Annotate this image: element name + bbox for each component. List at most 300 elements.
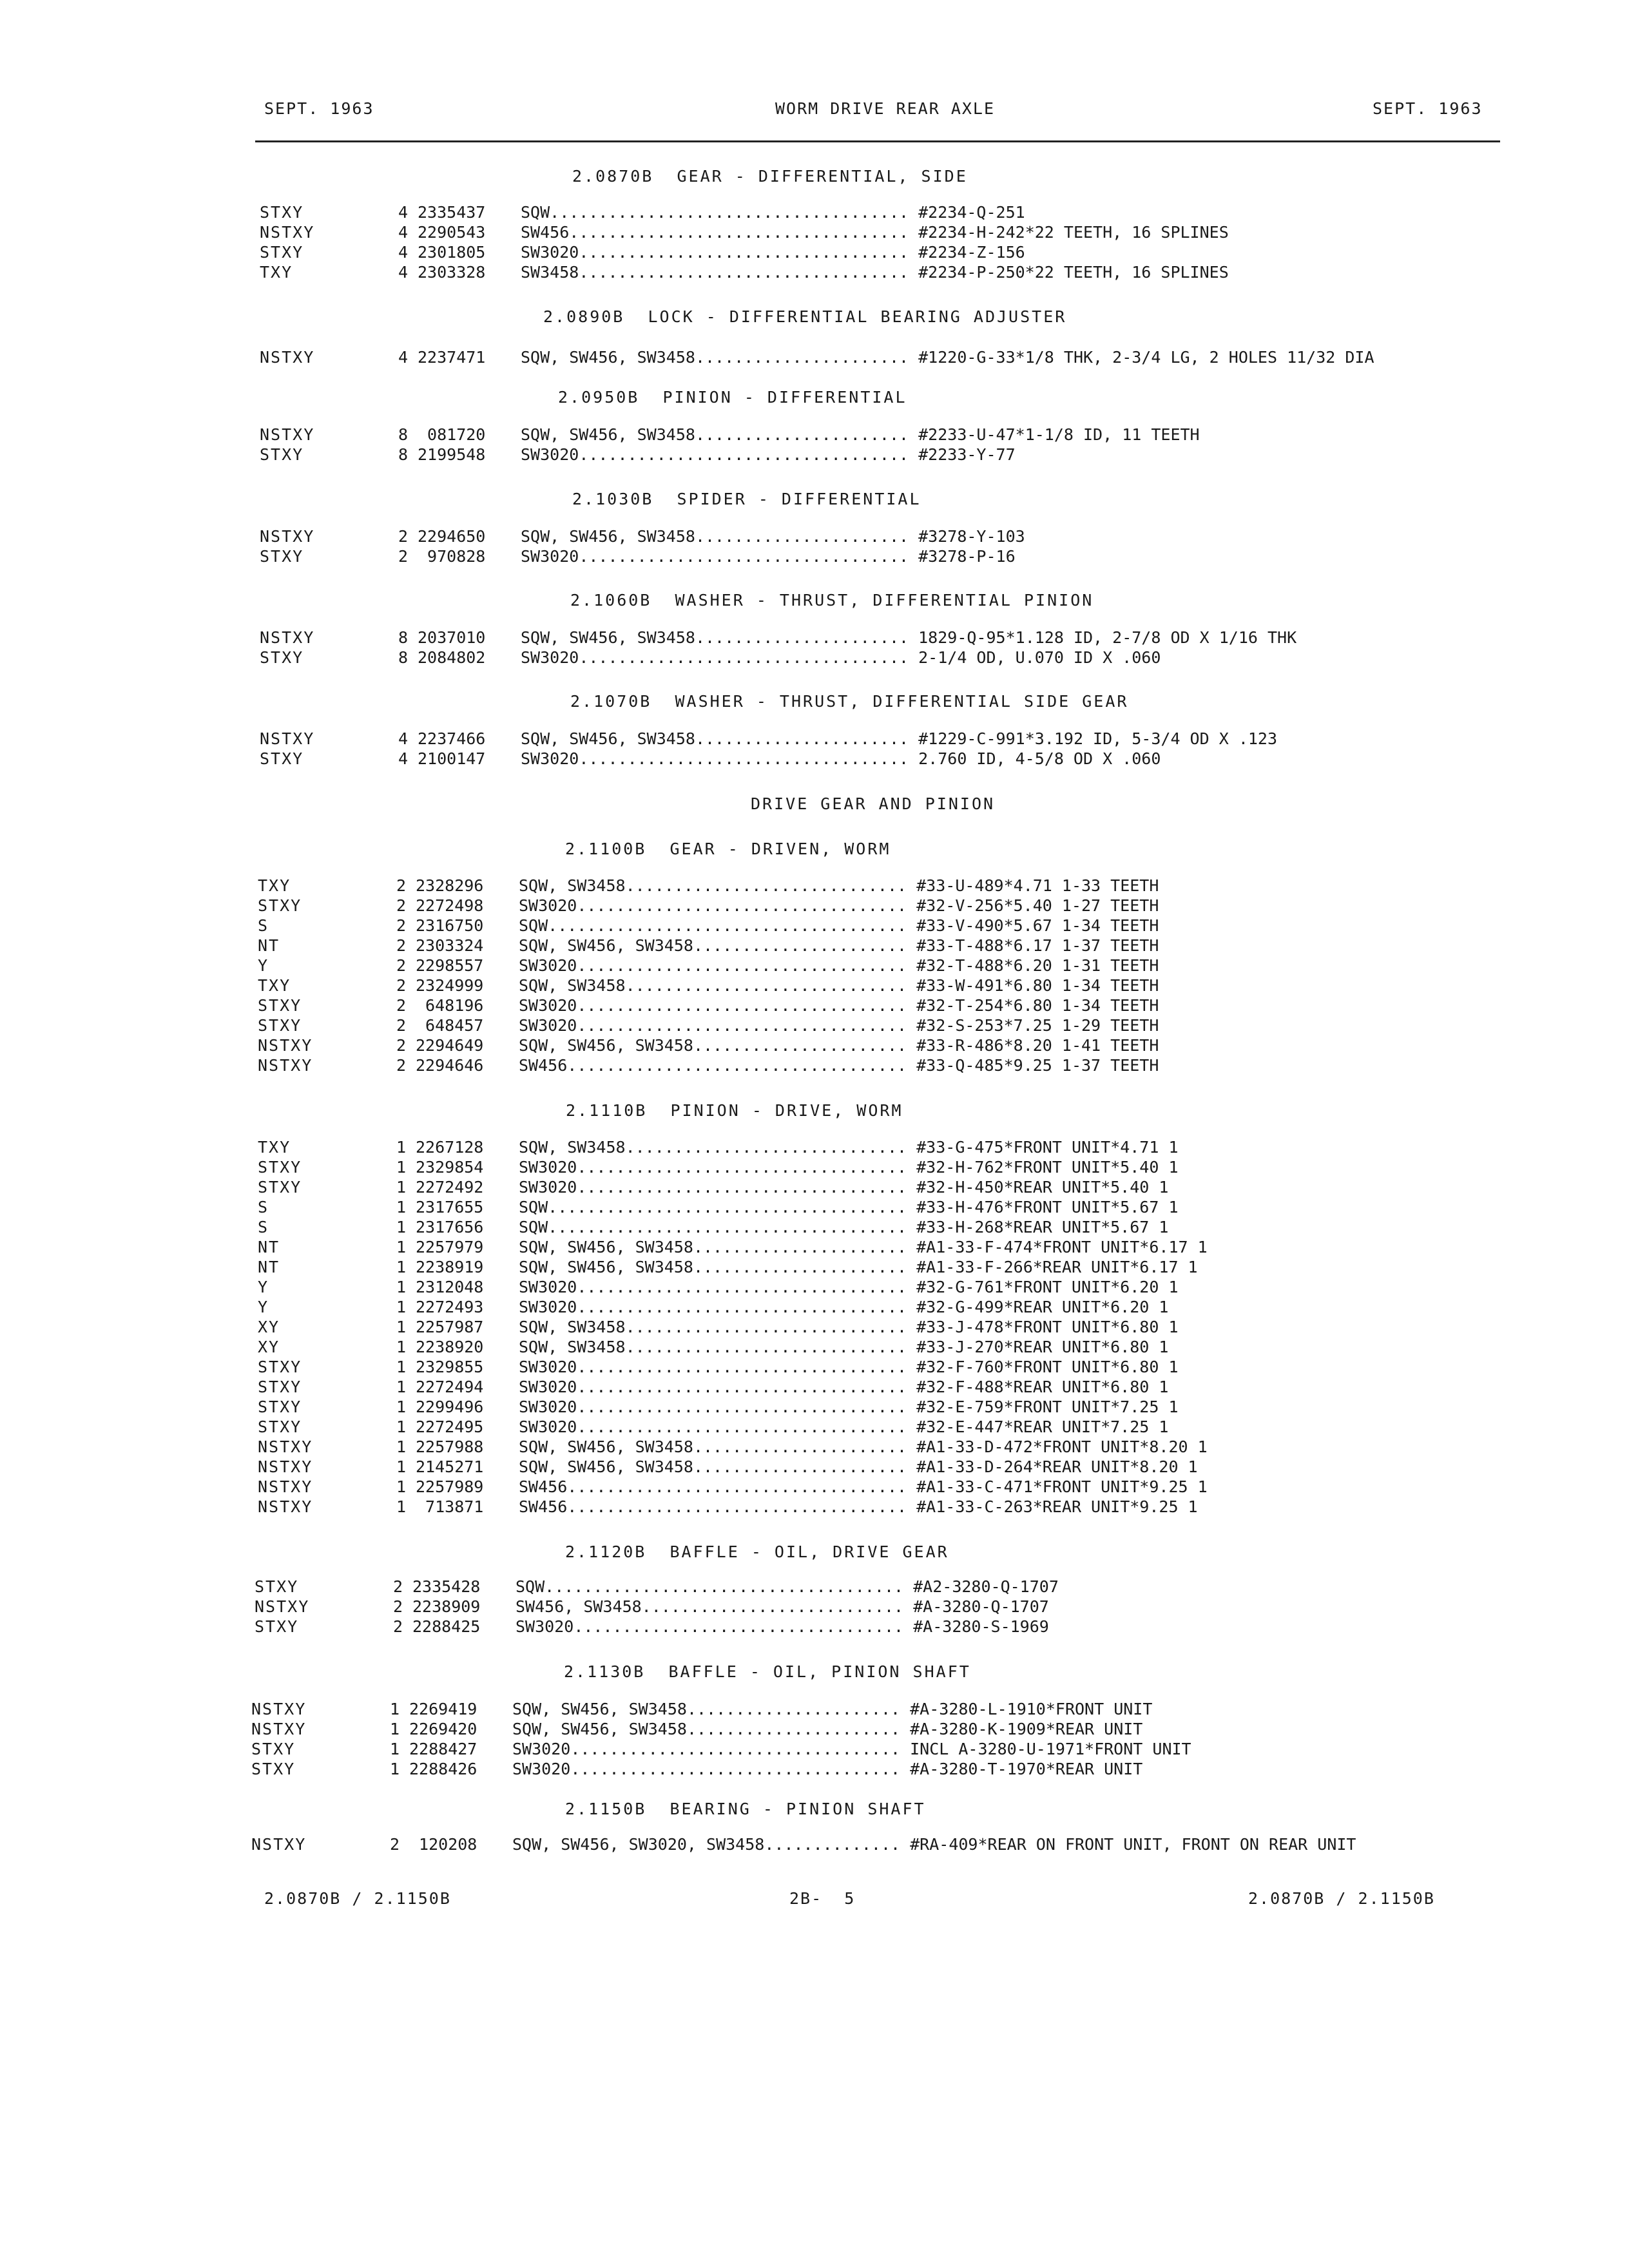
leader-dots: .............. (764, 1835, 911, 1854)
part-number: 2317656 (416, 1218, 484, 1236)
application-and-description (519, 1318, 1179, 1336)
application: SQW, SW456, SW3020, SW3458 (512, 1835, 765, 1854)
leader-dots: ...................... (695, 527, 919, 546)
description: #3278-P-16 (918, 547, 1016, 566)
model-code: STXY (258, 1398, 302, 1416)
footer-range-right: 2.0870B / 2.1150B (1248, 1889, 1435, 1908)
quantity: 2 (396, 1036, 407, 1055)
leader-dots: .................................. (579, 263, 919, 282)
part-number: 2257987 (416, 1318, 484, 1336)
model-code: STXY (258, 1378, 302, 1396)
description: #3278-Y-103 (918, 527, 1025, 546)
application: SW3020 (521, 243, 579, 262)
description: #2234-H-242*22 TEETH, 16 SPLINES (918, 223, 1229, 242)
part-number: 2288425 (412, 1617, 481, 1636)
leader-dots: ........................... (641, 1597, 914, 1616)
leader-dots: ............................. (625, 1318, 917, 1336)
model-code: NSTXY (260, 348, 315, 367)
section-title: 2.1120B BAFFLE - OIL, DRIVE GEAR (565, 1542, 949, 1561)
part-number: 2303324 (416, 936, 484, 955)
quantity: 1 (396, 1418, 407, 1436)
leader-dots: ................................... (567, 1477, 917, 1496)
application-and-description (519, 1437, 1208, 1456)
part-number: 2294646 (416, 1056, 484, 1075)
part-number: 648196 (416, 996, 484, 1015)
section-title: 2.0950B PINION - DIFFERENTIAL (558, 388, 907, 407)
part-number: 2335437 (418, 203, 486, 222)
model-code: TXY (258, 976, 291, 995)
model-code: NT (258, 1238, 280, 1256)
application-and-description (521, 729, 1277, 748)
application: SQW (519, 916, 548, 935)
part-number: 120208 (409, 1835, 477, 1854)
description: #33-W-491*6.80 1-34 TEETH (916, 976, 1159, 995)
part-number: 081720 (418, 425, 486, 444)
leader-dots: .................................. (579, 445, 919, 464)
description: #33-V-490*5.67 1-34 TEETH (916, 916, 1159, 935)
application: SW3020 (516, 1617, 574, 1636)
description: #RA-409*REAR ON FRONT UNIT, FRONT ON REAR UNIT (910, 1835, 1356, 1854)
description: #32-H-450*REAR UNIT*5.40 1 (916, 1178, 1169, 1196)
section-title: 2.1060B WASHER - THRUST, DIFFERENTIAL PINION (570, 591, 1094, 610)
leader-dots: .................................. (577, 1158, 917, 1177)
leader-dots: .................................. (577, 956, 917, 975)
quantity: 2 (396, 1016, 407, 1035)
description: #A-3280-T-1970*REAR UNIT (910, 1760, 1143, 1778)
leader-dots: ...................... (693, 1036, 917, 1055)
part-number: 2267128 (416, 1138, 484, 1157)
leader-dots: .................................. (570, 1760, 911, 1778)
model-code: NSTXY (251, 1700, 307, 1718)
model-code: STXY (258, 1358, 302, 1376)
leader-dots: .................................. (577, 1418, 917, 1436)
quantity: 1 (396, 1358, 407, 1376)
application: SQW (519, 1218, 548, 1236)
application: SW456 (521, 223, 570, 242)
model-code: NSTXY (260, 425, 315, 444)
quantity: 4 (398, 263, 409, 282)
model-code: STXY (255, 1577, 299, 1596)
application: SQW, SW456, SW3458 (519, 1437, 693, 1456)
model-code: STXY (258, 1178, 302, 1196)
part-number: 2272498 (416, 896, 484, 915)
quantity: 4 (398, 348, 409, 367)
application: SW3020 (519, 1378, 577, 1396)
application: SQW, SW456, SW3458 (519, 1258, 693, 1276)
leader-dots: ................................... (569, 223, 919, 242)
application: SQW, SW456, SW3458 (519, 936, 693, 955)
quantity: 8 (398, 648, 409, 667)
footer-range-left: 2.0870B / 2.1150B (264, 1889, 451, 1908)
description: #32-S-253*7.25 1-29 TEETH (916, 1016, 1159, 1035)
application: SQW, SW456, SW3458 (521, 527, 695, 546)
application: SQW (521, 203, 550, 222)
quantity: 1 (396, 1338, 407, 1356)
description: 2-1/4 OD, U.070 ID X .060 (918, 648, 1161, 667)
model-code: STXY (258, 1158, 302, 1177)
application: SW3020 (519, 996, 577, 1015)
quantity: 1 (396, 1437, 407, 1456)
part-number: 2257989 (416, 1477, 484, 1496)
part-number: 2298557 (416, 956, 484, 975)
model-code: TXY (258, 1138, 291, 1157)
leader-dots: ..................................... (545, 1577, 914, 1596)
description: #A-3280-Q-1707 (913, 1597, 1049, 1616)
application-and-description (516, 1617, 1049, 1636)
section-title: 2.1110B PINION - DRIVE, WORM (566, 1101, 903, 1120)
application: SW3020 (519, 1358, 577, 1376)
leader-dots: ............................. (625, 1338, 917, 1356)
description: #A1-33-F-266*REAR UNIT*6.17 1 (916, 1258, 1198, 1276)
model-code: STXY (258, 1016, 302, 1035)
leader-dots: ...................... (695, 425, 919, 444)
application: SQW (519, 1198, 548, 1216)
application: SW3020 (519, 1398, 577, 1416)
application-and-description (521, 527, 1025, 546)
model-code: STXY (255, 1617, 299, 1636)
quantity: 8 (398, 425, 409, 444)
application-and-description (519, 1138, 1179, 1157)
part-number: 2084802 (418, 648, 486, 667)
leader-dots: .................................. (579, 749, 919, 768)
quantity: 1 (396, 1138, 407, 1157)
part-number: 2317655 (416, 1198, 484, 1216)
application: SW456, SW3458 (516, 1597, 642, 1616)
model-code: NSTXY (251, 1835, 307, 1854)
model-code: TXY (260, 263, 293, 282)
description: #1220-G-33*1/8 THK, 2-3/4 LG, 2 HOLES 11/32 DIA (918, 348, 1374, 367)
application: SQW, SW456, SW3458 (521, 348, 695, 367)
model-code: NSTXY (255, 1597, 310, 1616)
application: SQW, SW3458 (519, 876, 626, 895)
part-number: 2329854 (416, 1158, 484, 1177)
application: SW3020 (521, 547, 579, 566)
model-code: STXY (251, 1760, 296, 1778)
application-and-description (519, 1378, 1168, 1396)
model-code: NSTXY (260, 527, 315, 546)
application-and-description (516, 1597, 1049, 1616)
description: #2234-Z-156 (918, 243, 1025, 262)
model-code: NSTXY (258, 1477, 313, 1496)
header-date-right: SEPT. 1963 (1373, 99, 1483, 118)
description: #33-H-476*FRONT UNIT*5.67 1 (916, 1198, 1179, 1216)
quantity: 2 (396, 1056, 407, 1075)
model-code: STXY (260, 203, 304, 222)
part-number: 2272492 (416, 1178, 484, 1196)
model-code: NSTXY (260, 628, 315, 647)
description: #2233-U-47*1-1/8 ID, 11 TEETH (918, 425, 1200, 444)
application-and-description (521, 547, 1016, 566)
application-and-description (519, 1338, 1168, 1356)
quantity: 1 (396, 1477, 407, 1496)
application: SW3020 (519, 1158, 577, 1177)
leader-dots: ................................... (567, 1497, 917, 1516)
application: SQW, SW456, SW3458 (521, 628, 695, 647)
application-and-description (519, 916, 1159, 935)
description: #32-T-488*6.20 1-31 TEETH (916, 956, 1159, 975)
leader-dots: .................................. (577, 1278, 917, 1296)
application: SW456 (519, 1056, 568, 1075)
quantity: 1 (396, 1278, 407, 1296)
leader-dots: .................................. (579, 648, 919, 667)
quantity: 2 (396, 916, 407, 935)
part-number: 2294649 (416, 1036, 484, 1055)
application-and-description (521, 648, 1161, 667)
application: SQW, SW3458 (519, 976, 626, 995)
model-code: NSTXY (260, 223, 315, 242)
quantity: 8 (398, 445, 409, 464)
description: #32-G-499*REAR UNIT*6.20 1 (916, 1298, 1169, 1316)
leader-dots: ..................................... (550, 203, 919, 222)
leader-dots: .................................. (577, 896, 917, 915)
description: 2.760 ID, 4-5/8 OD X .060 (918, 749, 1161, 768)
model-code: NT (258, 1258, 280, 1276)
quantity: 2 (398, 547, 409, 566)
leader-dots: .................................. (577, 996, 917, 1015)
application: SW456 (519, 1477, 568, 1496)
leader-dots: ...................... (695, 628, 919, 647)
part-number: 970828 (418, 547, 486, 566)
application-and-description (519, 1036, 1159, 1055)
description: #A1-33-D-264*REAR UNIT*8.20 1 (916, 1457, 1198, 1476)
part-number: 2272495 (416, 1418, 484, 1436)
part-number: 2237466 (418, 729, 486, 748)
leader-dots: ...................... (693, 1258, 917, 1276)
leader-dots: ..................................... (548, 1198, 917, 1216)
model-code: STXY (258, 896, 302, 915)
application-and-description (519, 1278, 1179, 1296)
model-code: STXY (260, 445, 304, 464)
application-and-description (519, 1218, 1168, 1236)
application-and-description (521, 263, 1229, 282)
part-number: 2294650 (418, 527, 486, 546)
application-and-description (519, 956, 1159, 975)
quantity: 2 (396, 976, 407, 995)
leader-dots: ...................... (686, 1700, 911, 1718)
application: SW3020 (519, 1016, 577, 1035)
application-and-description (521, 628, 1296, 647)
leader-dots: ...................... (686, 1720, 911, 1738)
quantity: 1 (396, 1198, 407, 1216)
leader-dots: .................................. (574, 1617, 914, 1636)
quantity: 1 (396, 1238, 407, 1256)
leader-dots: ............................. (625, 876, 917, 895)
quantity: 1 (396, 1457, 407, 1476)
application-and-description (521, 749, 1161, 768)
quantity: 2 (396, 996, 407, 1015)
application: SW3020 (512, 1760, 571, 1778)
application-and-description (512, 1835, 1356, 1854)
application: SQW, SW456, SW3458 (519, 1457, 693, 1476)
description: #2234-P-250*22 TEETH, 16 SPLINES (918, 263, 1229, 282)
part-number: 2238919 (416, 1258, 484, 1276)
section-title: 2.1100B GEAR - DRIVEN, WORM (565, 840, 891, 858)
application-and-description (521, 203, 1025, 222)
model-code: STXY (260, 243, 304, 262)
quantity: 1 (396, 1318, 407, 1336)
application-and-description (519, 1398, 1179, 1416)
application-and-description (521, 223, 1229, 242)
description: #A1-33-C-263*REAR UNIT*9.25 1 (916, 1497, 1198, 1516)
footer-page-number: 2B- 5 (789, 1889, 856, 1908)
model-code: Y (258, 956, 269, 975)
quantity: 1 (390, 1720, 400, 1738)
quantity: 4 (398, 223, 409, 242)
model-code: NSTXY (258, 1497, 313, 1516)
quantity: 1 (390, 1760, 400, 1778)
description: 1829-Q-95*1.128 ID, 2-7/8 OD X 1/16 THK (918, 628, 1297, 647)
part-number: 2269420 (409, 1720, 477, 1738)
model-code: NSTXY (258, 1036, 313, 1055)
quantity: 1 (396, 1258, 407, 1276)
part-number: 2237471 (418, 348, 486, 367)
part-number: 2257979 (416, 1238, 484, 1256)
model-code: NSTXY (258, 1457, 313, 1476)
model-code: STXY (251, 1740, 296, 1758)
part-number: 2303328 (418, 263, 486, 282)
description: #32-G-761*FRONT UNIT*6.20 1 (916, 1278, 1179, 1296)
section-title: 2.0870B GEAR - DIFFERENTIAL, SIDE (572, 167, 968, 186)
application-and-description (521, 425, 1200, 444)
quantity: 2 (396, 896, 407, 915)
description: #33-T-488*6.17 1-37 TEETH (916, 936, 1159, 955)
model-code: STXY (260, 749, 304, 768)
application-and-description (519, 1298, 1168, 1316)
part-number: 2290543 (418, 223, 486, 242)
leader-dots: ..................................... (548, 916, 917, 935)
application: SW456 (519, 1497, 568, 1516)
leader-dots: ............................. (625, 1138, 917, 1157)
quantity: 1 (396, 1178, 407, 1196)
model-code: NSTXY (260, 729, 315, 748)
model-code: STXY (258, 1418, 302, 1436)
application-and-description (519, 1198, 1179, 1216)
quantity: 1 (396, 1158, 407, 1177)
quantity: 1 (390, 1700, 400, 1718)
model-code: STXY (260, 648, 304, 667)
description: #32-H-762*FRONT UNIT*5.40 1 (916, 1158, 1179, 1177)
quantity: 2 (393, 1617, 403, 1636)
leader-dots: .................................. (577, 1398, 917, 1416)
leader-dots: .................................. (577, 1358, 917, 1376)
description: #33-Q-485*9.25 1-37 TEETH (916, 1056, 1159, 1075)
model-code: TXY (258, 876, 291, 895)
application: SQW, SW456, SW3458 (512, 1700, 687, 1718)
application: SW3020 (521, 749, 579, 768)
application: SQW, SW456, SW3458 (519, 1238, 693, 1256)
section-title: 2.0890B LOCK - DIFFERENTIAL BEARING ADJUSTER (543, 307, 1067, 326)
application: SW3020 (512, 1740, 571, 1758)
header-rule (255, 140, 1500, 142)
model-code: NSTXY (251, 1720, 307, 1738)
application: SW3458 (521, 263, 579, 282)
application-and-description (512, 1740, 1191, 1758)
quantity: 1 (396, 1398, 407, 1416)
application-and-description (519, 1418, 1168, 1436)
section-title: 2.1150B BEARING - PINION SHAFT (565, 1800, 926, 1818)
part-number: 2335428 (412, 1577, 481, 1596)
description: #A1-33-F-474*FRONT UNIT*6.17 1 (916, 1238, 1208, 1256)
description: #33-R-486*8.20 1-41 TEETH (916, 1036, 1159, 1055)
application-and-description (519, 1158, 1179, 1177)
leader-dots: .................................. (570, 1740, 911, 1758)
model-code: S (258, 1198, 269, 1216)
part-number: 2272494 (416, 1378, 484, 1396)
section-title: 2.1070B WASHER - THRUST, DIFFERENTIAL SIDE GEAR (570, 692, 1129, 711)
part-number: 2238909 (412, 1597, 481, 1616)
leader-dots: .................................. (579, 547, 919, 566)
application: SW3020 (519, 956, 577, 975)
part-number: 2328296 (416, 876, 484, 895)
leader-dots: .................................. (579, 243, 919, 262)
application-and-description (519, 1477, 1208, 1496)
leader-dots: ...................... (693, 1437, 917, 1456)
leader-dots: ...................... (693, 1238, 917, 1256)
description: #A2-3280-Q-1707 (913, 1577, 1059, 1596)
quantity: 8 (398, 628, 409, 647)
description: #2234-Q-251 (918, 203, 1025, 222)
model-code: XY (258, 1338, 280, 1356)
model-code: STXY (258, 996, 302, 1015)
description: #A1-33-C-471*FRONT UNIT*9.25 1 (916, 1477, 1208, 1496)
application-and-description (521, 243, 1025, 262)
quantity: 2 (393, 1597, 403, 1616)
application: SQW, SW456, SW3458 (512, 1720, 687, 1738)
description: #1229-C-991*3.192 ID, 5-3/4 OD X .123 (918, 729, 1278, 748)
application-and-description (519, 996, 1159, 1015)
quantity: 2 (393, 1577, 403, 1596)
application: SW3020 (519, 1178, 577, 1196)
part-number: 2269419 (409, 1700, 477, 1718)
part-number: 2288427 (409, 1740, 477, 1758)
model-code: NSTXY (258, 1056, 313, 1075)
application-and-description (519, 896, 1159, 915)
leader-dots: ...................... (693, 936, 917, 955)
part-number: 2316750 (416, 916, 484, 935)
application: SQW, SW456, SW3458 (521, 425, 695, 444)
quantity: 2 (396, 936, 407, 955)
application: SW3020 (519, 1418, 577, 1436)
quantity: 4 (398, 729, 409, 748)
part-number: 2238920 (416, 1338, 484, 1356)
model-code: STXY (260, 547, 304, 566)
description: #33-J-270*REAR UNIT*6.80 1 (916, 1338, 1169, 1356)
section-title: 2.1130B BAFFLE - OIL, PINION SHAFT (564, 1662, 971, 1681)
part-number: 713871 (416, 1497, 484, 1516)
application-and-description (519, 936, 1159, 955)
part-number: 2324999 (416, 976, 484, 995)
quantity: 1 (396, 1497, 407, 1516)
description: #32-V-256*5.40 1-27 TEETH (916, 896, 1159, 915)
part-number: 2145271 (416, 1457, 484, 1476)
application-and-description (519, 1358, 1179, 1376)
part-number: 2037010 (418, 628, 486, 647)
model-code: Y (258, 1278, 269, 1296)
description: #33-H-268*REAR UNIT*5.67 1 (916, 1218, 1169, 1236)
description: #33-G-475*FRONT UNIT*4.71 1 (916, 1138, 1179, 1157)
leader-dots: .................................. (577, 1298, 917, 1316)
application: SW3020 (519, 896, 577, 915)
description: #32-E-759*FRONT UNIT*7.25 1 (916, 1398, 1179, 1416)
description: #32-F-488*REAR UNIT*6.80 1 (916, 1378, 1169, 1396)
quantity: 2 (390, 1835, 400, 1854)
application-and-description (519, 1016, 1159, 1035)
part-number: 648457 (416, 1016, 484, 1035)
application-and-description (512, 1700, 1152, 1718)
application-and-description (519, 1457, 1198, 1476)
quantity: 2 (396, 876, 407, 895)
description: INCL A-3280-U-1971*FRONT UNIT (910, 1740, 1191, 1758)
